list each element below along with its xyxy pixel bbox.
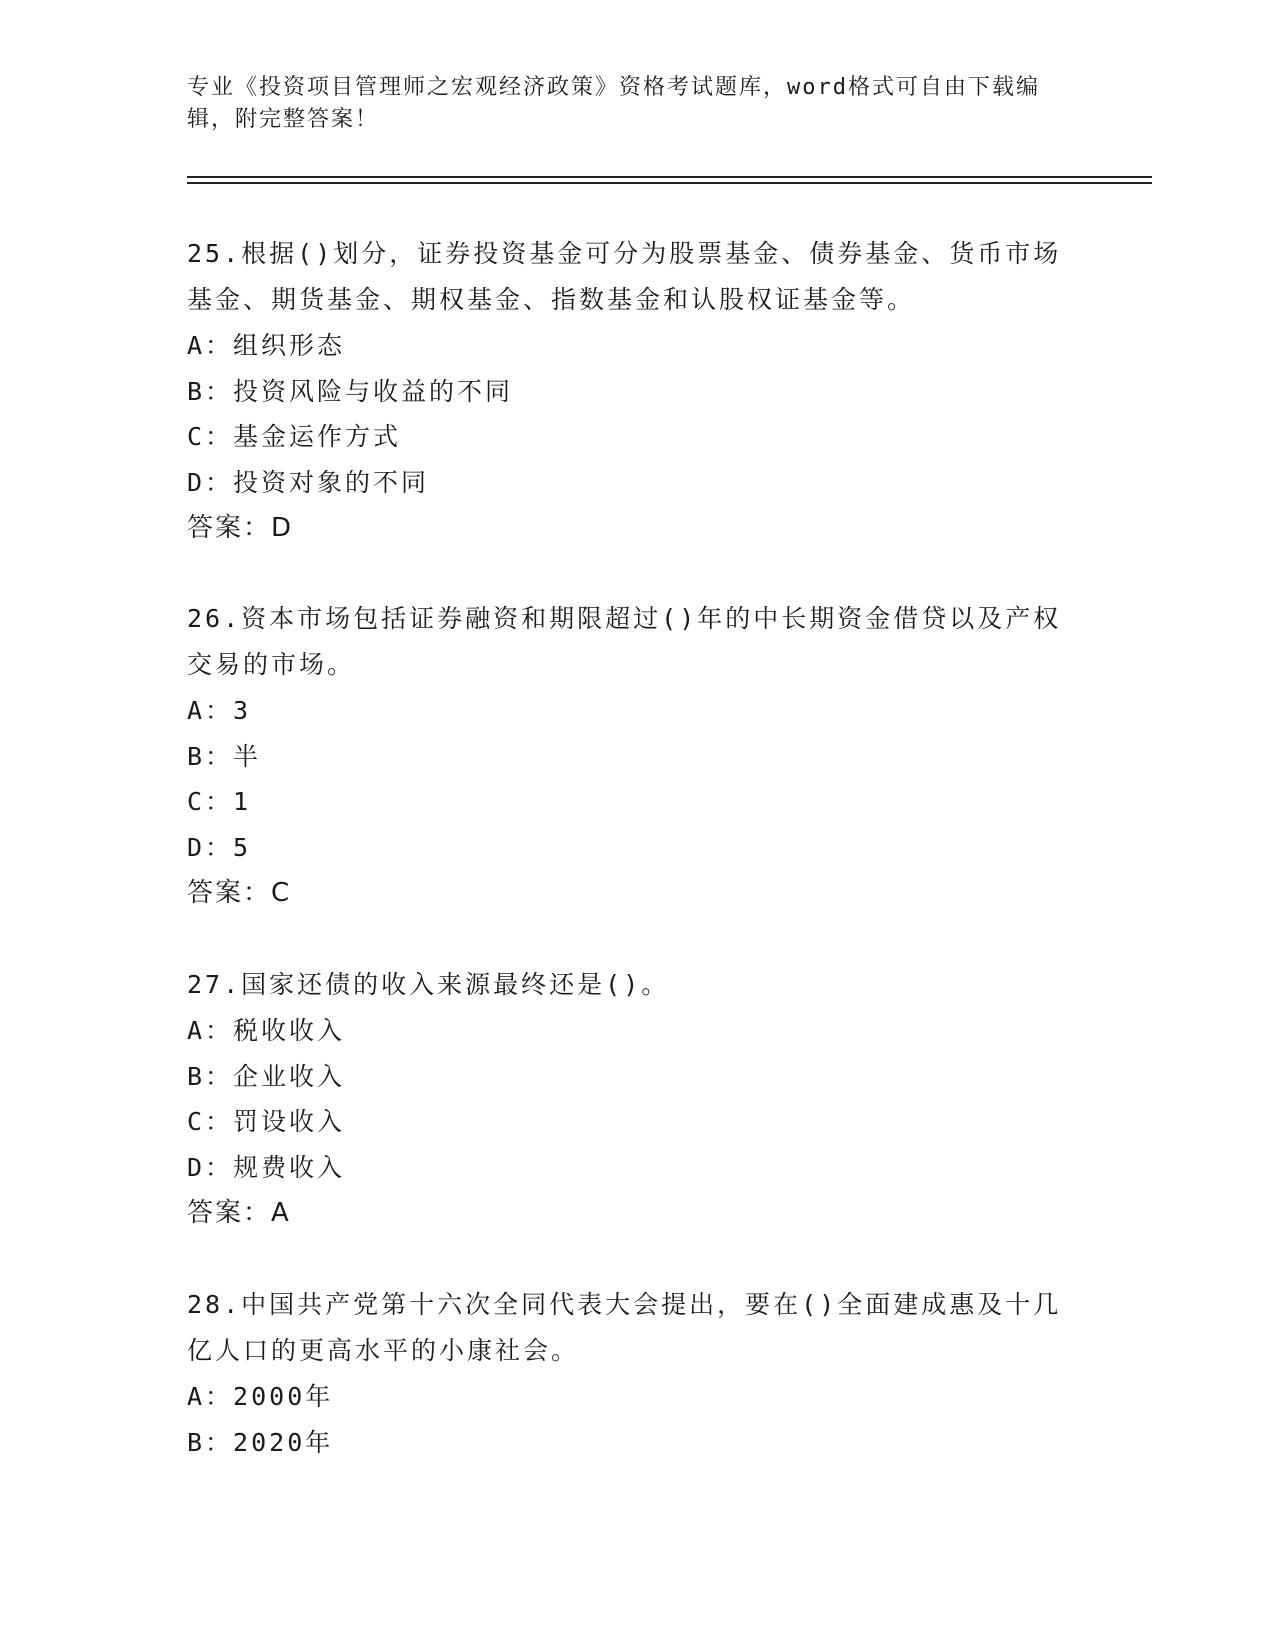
option-c: C：1 (187, 787, 252, 816)
option-a: A：组织形态 (187, 331, 346, 360)
question-stem: 28.中国共产党第十六次全同代表大会提出，要在()全面建成惠及十几亿人口的更高水平的小康社会。 (187, 1290, 1062, 1365)
option-b: B：2020年 (187, 1427, 334, 1457)
question-stem: 25.根据()划分，证券投资基金可分为股票基金、债券基金、货币市场基金、期货基金、期权基金、指数基金和认股权证基金等。 (187, 239, 1062, 314)
option-c: C：罚设收入 (187, 1107, 346, 1136)
header-divider-top (187, 176, 1152, 178)
question-stem: 27.国家还债的收入来源最终还是()。 (187, 970, 670, 999)
answer: 答案：C (187, 878, 292, 908)
question-stem: 26.资本市场包括证券融资和期限超过()年的中长期资金借贷以及产权交易的市场。 (187, 604, 1062, 679)
option-b: B：企业收入 (187, 1061, 346, 1091)
option-d: D：5 (187, 832, 252, 862)
option-d: D：规费收入 (187, 1152, 346, 1182)
answer: 答案：A (187, 1198, 291, 1228)
answer: 答案：D (187, 513, 294, 543)
option-d: D：投资对象的不同 (187, 467, 430, 497)
option-c: C：基金运作方式 (187, 422, 402, 451)
option-b: B：半 (187, 741, 262, 771)
option-b: B：投资风险与收益的不同 (187, 376, 514, 406)
header-divider-bottom (187, 182, 1152, 184)
option-a: A：税收收入 (187, 1016, 346, 1045)
document-header: 专业《投资项目管理师之宏观经济政策》资格考试题库，word格式可自由下载编辑，附完整答案！ (187, 75, 1040, 132)
question-26 (187, 596, 1087, 916)
option-a: A：2000年 (187, 1382, 334, 1411)
question-28 (187, 1282, 1087, 1465)
question-25 (187, 231, 1087, 551)
question-27 (187, 962, 1087, 1236)
option-a: A：3 (187, 696, 252, 725)
